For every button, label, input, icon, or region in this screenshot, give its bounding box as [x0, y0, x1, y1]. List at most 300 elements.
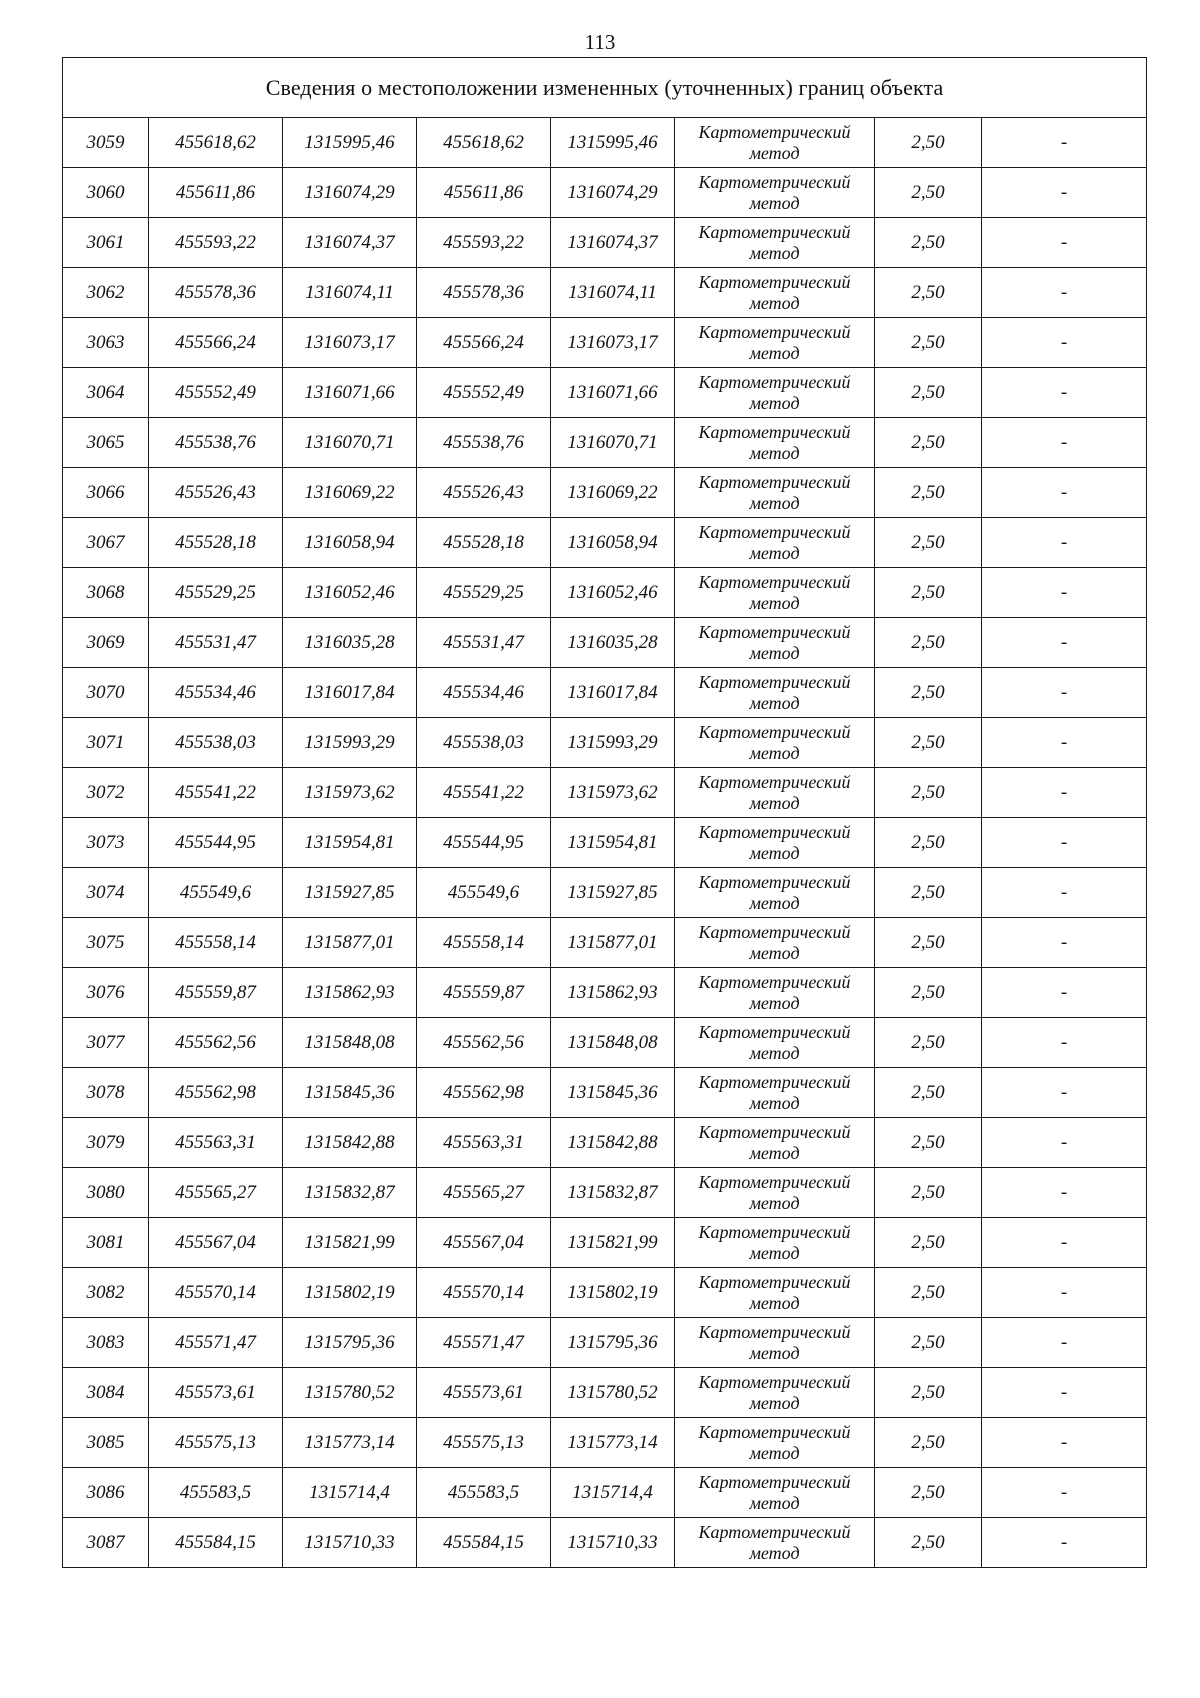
x-new-cell: 455541,22	[417, 768, 551, 818]
method-cell	[675, 418, 875, 468]
method-cell	[675, 1068, 875, 1118]
x-old-cell: 455618,62	[149, 118, 283, 168]
method-cell	[675, 668, 875, 718]
table-row	[63, 368, 1147, 418]
y-old-cell: 1315845,36	[283, 1068, 417, 1118]
x-old-cell: 455567,04	[149, 1218, 283, 1268]
table-row	[63, 1168, 1147, 1218]
boundary-coordinates-table	[62, 57, 1147, 1568]
point-number-cell: 3072	[63, 768, 149, 818]
y-new-cell: 1316052,46	[551, 568, 675, 618]
x-new-cell: 455571,47	[417, 1318, 551, 1368]
note-cell: -	[982, 468, 1147, 518]
note-cell: -	[982, 518, 1147, 568]
method-line-1: Картометрический	[698, 321, 851, 342]
method-line-1: Картометрический	[698, 1021, 851, 1042]
table-body	[63, 118, 1147, 1568]
x-old-cell: 455593,22	[149, 218, 283, 268]
point-number-cell: 3074	[63, 868, 149, 918]
table-row	[63, 1518, 1147, 1568]
method-line-2: метод	[749, 1292, 800, 1313]
table-row	[63, 1418, 1147, 1468]
table-row	[63, 668, 1147, 718]
method-line-2: метод	[749, 1192, 800, 1213]
table-row	[63, 818, 1147, 868]
accuracy-cell: 2,50	[875, 1518, 982, 1568]
x-new-cell: 455566,24	[417, 318, 551, 368]
note-cell: -	[982, 1118, 1147, 1168]
method-line-1: Картометрический	[698, 1221, 851, 1242]
method-cell	[675, 518, 875, 568]
x-old-cell: 455575,13	[149, 1418, 283, 1468]
method-cell	[675, 568, 875, 618]
method-line-1: Картометрический	[698, 121, 851, 142]
y-old-cell: 1316058,94	[283, 518, 417, 568]
method-line-1: Картометрический	[698, 221, 851, 242]
y-old-cell: 1315842,88	[283, 1118, 417, 1168]
note-cell: -	[982, 318, 1147, 368]
x-new-cell: 455578,36	[417, 268, 551, 318]
y-new-cell: 1316035,28	[551, 618, 675, 668]
method-line-2: метод	[749, 1042, 800, 1063]
point-number-cell: 3066	[63, 468, 149, 518]
x-old-cell: 455529,25	[149, 568, 283, 618]
method-line-1: Картометрический	[698, 271, 851, 292]
y-old-cell: 1315877,01	[283, 918, 417, 968]
method-line-2: метод	[749, 342, 800, 363]
point-number-cell: 3076	[63, 968, 149, 1018]
accuracy-cell: 2,50	[875, 268, 982, 318]
accuracy-cell: 2,50	[875, 318, 982, 368]
method-line-2: метод	[749, 1092, 800, 1113]
accuracy-cell: 2,50	[875, 468, 982, 518]
method-line-2: метод	[749, 892, 800, 913]
y-new-cell: 1315842,88	[551, 1118, 675, 1168]
point-number-cell: 3067	[63, 518, 149, 568]
accuracy-cell: 2,50	[875, 1218, 982, 1268]
point-number-cell: 3077	[63, 1018, 149, 1068]
x-old-cell: 455538,76	[149, 418, 283, 468]
y-old-cell: 1315848,08	[283, 1018, 417, 1068]
method-line-1: Картометрический	[698, 171, 851, 192]
method-line-1: Картометрический	[698, 521, 851, 542]
y-old-cell: 1316074,29	[283, 168, 417, 218]
table-row	[63, 1368, 1147, 1418]
method-line-1: Картометрический	[698, 421, 851, 442]
accuracy-cell: 2,50	[875, 1368, 982, 1418]
y-old-cell: 1316074,37	[283, 218, 417, 268]
method-line-2: метод	[749, 1342, 800, 1363]
method-cell	[675, 968, 875, 1018]
y-new-cell: 1315710,33	[551, 1518, 675, 1568]
x-old-cell: 455538,03	[149, 718, 283, 768]
method-line-2: метод	[749, 492, 800, 513]
y-old-cell: 1315995,46	[283, 118, 417, 168]
x-old-cell: 455571,47	[149, 1318, 283, 1368]
y-old-cell: 1315710,33	[283, 1518, 417, 1568]
note-cell: -	[982, 1268, 1147, 1318]
y-old-cell: 1316052,46	[283, 568, 417, 618]
method-line-1: Картометрический	[698, 971, 851, 992]
point-number-cell: 3060	[63, 168, 149, 218]
method-line-2: метод	[749, 142, 800, 163]
table-row	[63, 1218, 1147, 1268]
method-cell	[675, 868, 875, 918]
note-cell: -	[982, 1518, 1147, 1568]
accuracy-cell: 2,50	[875, 1118, 982, 1168]
method-cell	[675, 1518, 875, 1568]
point-number-cell: 3065	[63, 418, 149, 468]
method-cell	[675, 918, 875, 968]
point-number-cell: 3084	[63, 1368, 149, 1418]
accuracy-cell: 2,50	[875, 368, 982, 418]
x-new-cell: 455611,86	[417, 168, 551, 218]
method-line-2: метод	[749, 1142, 800, 1163]
x-new-cell: 455534,46	[417, 668, 551, 718]
x-new-cell: 455562,56	[417, 1018, 551, 1068]
method-cell	[675, 118, 875, 168]
x-old-cell: 455584,15	[149, 1518, 283, 1568]
accuracy-cell: 2,50	[875, 518, 982, 568]
method-line-2: метод	[749, 1392, 800, 1413]
table-row	[63, 468, 1147, 518]
y-new-cell: 1316074,37	[551, 218, 675, 268]
point-number-cell: 3079	[63, 1118, 149, 1168]
y-old-cell: 1316069,22	[283, 468, 417, 518]
method-line-1: Картометрический	[698, 371, 851, 392]
accuracy-cell: 2,50	[875, 768, 982, 818]
accuracy-cell: 2,50	[875, 1268, 982, 1318]
method-line-1: Картометрический	[698, 621, 851, 642]
method-cell	[675, 1018, 875, 1068]
note-cell: -	[982, 868, 1147, 918]
method-line-2: метод	[749, 292, 800, 313]
method-cell	[675, 818, 875, 868]
table-row	[63, 518, 1147, 568]
method-line-2: метод	[749, 692, 800, 713]
y-old-cell: 1315821,99	[283, 1218, 417, 1268]
method-cell	[675, 1418, 875, 1468]
table-row	[63, 968, 1147, 1018]
method-cell	[675, 1368, 875, 1418]
accuracy-cell: 2,50	[875, 968, 982, 1018]
table-row	[63, 918, 1147, 968]
y-new-cell: 1315862,93	[551, 968, 675, 1018]
method-cell	[675, 1318, 875, 1368]
note-cell: -	[982, 768, 1147, 818]
accuracy-cell: 2,50	[875, 818, 982, 868]
accuracy-cell: 2,50	[875, 1318, 982, 1368]
x-old-cell: 455526,43	[149, 468, 283, 518]
x-new-cell: 455562,98	[417, 1068, 551, 1118]
method-cell	[675, 1168, 875, 1218]
table-caption: Сведения о местоположении измененных (уточненных) границ объекта	[63, 58, 1147, 118]
accuracy-cell: 2,50	[875, 1068, 982, 1118]
point-number-cell: 3083	[63, 1318, 149, 1368]
method-cell	[675, 768, 875, 818]
y-old-cell: 1315780,52	[283, 1368, 417, 1418]
accuracy-cell: 2,50	[875, 1418, 982, 1468]
x-new-cell: 455573,61	[417, 1368, 551, 1418]
x-old-cell: 455552,49	[149, 368, 283, 418]
y-new-cell: 1315848,08	[551, 1018, 675, 1068]
note-cell: -	[982, 1318, 1147, 1368]
method-line-1: Картометрический	[698, 1371, 851, 1392]
note-cell: -	[982, 168, 1147, 218]
method-cell	[675, 318, 875, 368]
method-line-2: метод	[749, 192, 800, 213]
method-line-1: Картометрический	[698, 921, 851, 942]
x-old-cell: 455563,31	[149, 1118, 283, 1168]
x-new-cell: 455552,49	[417, 368, 551, 418]
table-caption-row	[63, 58, 1147, 118]
note-cell: -	[982, 818, 1147, 868]
y-new-cell: 1316058,94	[551, 518, 675, 568]
x-new-cell: 455559,87	[417, 968, 551, 1018]
table-row	[63, 1468, 1147, 1518]
point-number-cell: 3068	[63, 568, 149, 618]
method-line-1: Картометрический	[698, 571, 851, 592]
table-row	[63, 418, 1147, 468]
method-line-1: Картометрический	[698, 721, 851, 742]
y-new-cell: 1315927,85	[551, 868, 675, 918]
point-number-cell: 3062	[63, 268, 149, 318]
x-old-cell: 455562,56	[149, 1018, 283, 1068]
method-line-1: Картометрический	[698, 671, 851, 692]
method-cell	[675, 618, 875, 668]
y-old-cell: 1315927,85	[283, 868, 417, 918]
y-new-cell: 1316073,17	[551, 318, 675, 368]
method-cell	[675, 1468, 875, 1518]
y-new-cell: 1316071,66	[551, 368, 675, 418]
x-old-cell: 455583,5	[149, 1468, 283, 1518]
point-number-cell: 3069	[63, 618, 149, 668]
method-cell	[675, 168, 875, 218]
note-cell: -	[982, 1168, 1147, 1218]
y-old-cell: 1316035,28	[283, 618, 417, 668]
y-new-cell: 1315780,52	[551, 1368, 675, 1418]
method-cell	[675, 468, 875, 518]
y-new-cell: 1315954,81	[551, 818, 675, 868]
table-row	[63, 868, 1147, 918]
method-line-2: метод	[749, 992, 800, 1013]
y-new-cell: 1316074,29	[551, 168, 675, 218]
y-old-cell: 1315993,29	[283, 718, 417, 768]
x-old-cell: 455558,14	[149, 918, 283, 968]
method-cell	[675, 368, 875, 418]
note-cell: -	[982, 418, 1147, 468]
table-row	[63, 118, 1147, 168]
point-number-cell: 3087	[63, 1518, 149, 1568]
method-line-2: метод	[749, 392, 800, 413]
y-old-cell: 1315973,62	[283, 768, 417, 818]
point-number-cell: 3086	[63, 1468, 149, 1518]
note-cell: -	[982, 618, 1147, 668]
x-new-cell: 455549,6	[417, 868, 551, 918]
y-old-cell: 1316070,71	[283, 418, 417, 468]
table-row	[63, 1018, 1147, 1068]
y-new-cell: 1315877,01	[551, 918, 675, 968]
method-line-2: метод	[749, 792, 800, 813]
note-cell: -	[982, 218, 1147, 268]
x-new-cell: 455618,62	[417, 118, 551, 168]
method-line-2: метод	[749, 842, 800, 863]
x-new-cell: 455567,04	[417, 1218, 551, 1268]
note-cell: -	[982, 718, 1147, 768]
x-new-cell: 455558,14	[417, 918, 551, 968]
x-new-cell: 455593,22	[417, 218, 551, 268]
accuracy-cell: 2,50	[875, 618, 982, 668]
point-number-cell: 3061	[63, 218, 149, 268]
y-old-cell: 1316017,84	[283, 668, 417, 718]
accuracy-cell: 2,50	[875, 568, 982, 618]
note-cell: -	[982, 568, 1147, 618]
y-new-cell: 1315714,4	[551, 1468, 675, 1518]
y-old-cell: 1315802,19	[283, 1268, 417, 1318]
method-line-1: Картометрический	[698, 1271, 851, 1292]
note-cell: -	[982, 368, 1147, 418]
x-old-cell: 455570,14	[149, 1268, 283, 1318]
method-line-1: Картометрический	[698, 1521, 851, 1542]
x-new-cell: 455583,5	[417, 1468, 551, 1518]
x-old-cell: 455531,47	[149, 618, 283, 668]
x-new-cell: 455565,27	[417, 1168, 551, 1218]
point-number-cell: 3063	[63, 318, 149, 368]
y-old-cell: 1315832,87	[283, 1168, 417, 1218]
method-line-2: метод	[749, 942, 800, 963]
x-new-cell: 455528,18	[417, 518, 551, 568]
method-cell	[675, 1268, 875, 1318]
note-cell: -	[982, 1068, 1147, 1118]
method-line-2: метод	[749, 1442, 800, 1463]
table-row	[63, 1268, 1147, 1318]
x-new-cell: 455584,15	[417, 1518, 551, 1568]
point-number-cell: 3082	[63, 1268, 149, 1318]
accuracy-cell: 2,50	[875, 118, 982, 168]
method-cell	[675, 1118, 875, 1168]
table-row	[63, 768, 1147, 818]
y-old-cell: 1315954,81	[283, 818, 417, 868]
method-line-1: Картометрический	[698, 821, 851, 842]
accuracy-cell: 2,50	[875, 418, 982, 468]
table-row	[63, 1318, 1147, 1368]
method-line-1: Картометрический	[698, 1121, 851, 1142]
y-new-cell: 1315832,87	[551, 1168, 675, 1218]
x-new-cell: 455526,43	[417, 468, 551, 518]
method-cell	[675, 1218, 875, 1268]
y-new-cell: 1316074,11	[551, 268, 675, 318]
x-old-cell: 455534,46	[149, 668, 283, 718]
y-new-cell: 1315821,99	[551, 1218, 675, 1268]
method-line-2: метод	[749, 1492, 800, 1513]
y-new-cell: 1315773,14	[551, 1418, 675, 1468]
x-old-cell: 455528,18	[149, 518, 283, 568]
method-cell	[675, 718, 875, 768]
method-line-1: Картометрический	[698, 1421, 851, 1442]
x-new-cell: 455531,47	[417, 618, 551, 668]
point-number-cell: 3064	[63, 368, 149, 418]
table-row	[63, 618, 1147, 668]
table-row	[63, 1118, 1147, 1168]
y-old-cell: 1316074,11	[283, 268, 417, 318]
x-old-cell: 455544,95	[149, 818, 283, 868]
accuracy-cell: 2,50	[875, 168, 982, 218]
x-new-cell: 455544,95	[417, 818, 551, 868]
y-new-cell: 1316069,22	[551, 468, 675, 518]
x-old-cell: 455565,27	[149, 1168, 283, 1218]
note-cell: -	[982, 918, 1147, 968]
x-old-cell: 455559,87	[149, 968, 283, 1018]
method-line-1: Картометрический	[698, 771, 851, 792]
point-number-cell: 3073	[63, 818, 149, 868]
point-number-cell: 3071	[63, 718, 149, 768]
x-new-cell: 455538,76	[417, 418, 551, 468]
table-row	[63, 218, 1147, 268]
point-number-cell: 3078	[63, 1068, 149, 1118]
y-new-cell: 1315802,19	[551, 1268, 675, 1318]
note-cell: -	[982, 1418, 1147, 1468]
x-old-cell: 455578,36	[149, 268, 283, 318]
method-line-1: Картометрический	[698, 1171, 851, 1192]
y-new-cell: 1315845,36	[551, 1068, 675, 1118]
point-number-cell: 3081	[63, 1218, 149, 1268]
page-number: 113	[584, 30, 616, 54]
note-cell: -	[982, 1218, 1147, 1268]
table-row	[63, 268, 1147, 318]
x-old-cell: 455562,98	[149, 1068, 283, 1118]
method-line-2: метод	[749, 242, 800, 263]
accuracy-cell: 2,50	[875, 1468, 982, 1518]
accuracy-cell: 2,50	[875, 668, 982, 718]
table-row	[63, 1068, 1147, 1118]
method-line-1: Картометрический	[698, 1071, 851, 1092]
method-line-2: метод	[749, 1542, 800, 1563]
method-line-2: метод	[749, 1242, 800, 1263]
note-cell: -	[982, 968, 1147, 1018]
point-number-cell: 3059	[63, 118, 149, 168]
method-line-1: Картометрический	[698, 1321, 851, 1342]
accuracy-cell: 2,50	[875, 1168, 982, 1218]
table-row	[63, 168, 1147, 218]
y-new-cell: 1315795,36	[551, 1318, 675, 1368]
note-cell: -	[982, 118, 1147, 168]
method-line-1: Картометрический	[698, 471, 851, 492]
y-old-cell: 1315862,93	[283, 968, 417, 1018]
y-old-cell: 1315795,36	[283, 1318, 417, 1368]
point-number-cell: 3085	[63, 1418, 149, 1468]
y-old-cell: 1316071,66	[283, 368, 417, 418]
note-cell: -	[982, 1018, 1147, 1068]
method-line-2: метод	[749, 442, 800, 463]
accuracy-cell: 2,50	[875, 868, 982, 918]
y-new-cell: 1316017,84	[551, 668, 675, 718]
point-number-cell: 3080	[63, 1168, 149, 1218]
method-cell	[675, 218, 875, 268]
y-new-cell: 1315995,46	[551, 118, 675, 168]
point-number-cell: 3070	[63, 668, 149, 718]
method-line-2: метод	[749, 542, 800, 563]
x-new-cell: 455575,13	[417, 1418, 551, 1468]
x-new-cell: 455538,03	[417, 718, 551, 768]
method-line-1: Картометрический	[698, 1471, 851, 1492]
x-old-cell: 455573,61	[149, 1368, 283, 1418]
note-cell: -	[982, 668, 1147, 718]
accuracy-cell: 2,50	[875, 1018, 982, 1068]
point-number-cell: 3075	[63, 918, 149, 968]
accuracy-cell: 2,50	[875, 718, 982, 768]
x-new-cell: 455529,25	[417, 568, 551, 618]
table-row	[63, 718, 1147, 768]
